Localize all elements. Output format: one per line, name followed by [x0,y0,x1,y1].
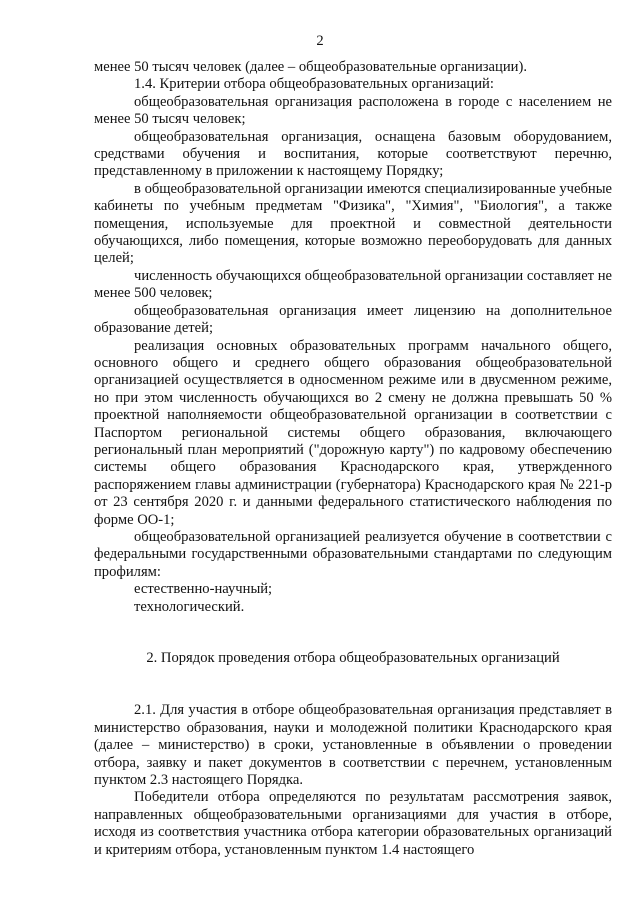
paragraph-criterion-equipment: общеобразовательная организация, оснащена базовым оборудованием, средствами обучения и воспитания, которые соответствуют перечню, представленному в приложении к настоящему Порядку; [94,128,612,180]
paragraph-profile-tech: технологический. [134,598,245,615]
paragraph-winners: Победители отбора определяются по результатам рассмотрения заявок, направленных общеобразовательными организациями для участия в отборе, исходя из соответствия участника отбора категории образовательных организаций и критериям отбора, установленным пунктом 1.4 настоящего [94,789,612,858]
paragraph-criterion-classrooms: в общеобразовательной организации имеются специализированные учебные кабинеты по учебным предметам "Физика", "Химия", "Биология", а также помещения, используемые для проектной и совместной деятельности обучающихся, либо помещения, которые возможно переоборудовать для данных целей; [94,180,612,267]
paragraph-criterion-license: общеобразовательная организация имеет лицензию на дополнительное образование детей; [94,302,612,337]
page-number: 2 [316,33,324,49]
paragraph-participation: 2.1. Для участия в отборе общеобразовательная организация представляет в министерство образования, науки и молодежной политики Краснодарского края (далее – министерство) в сроки, установленные в объявлении о проведении отбора, заявку и пакет документов в соответствии с перечнем, установленным пунктом 2.3 настоящего Порядка. [94,702,612,789]
paragraph-criterion-city: общеобразовательная организация расположена в городе с населением не менее 50 тысяч человек; [94,93,612,128]
section-heading: 2. Порядок проведения отбора общеобразовательных организаций [146,650,560,666]
paragraph-criterion-students: численность обучающихся общеобразовательной организации составляет не менее 500 человек; [94,267,612,302]
paragraph-criterion-shifts: реализация основных образовательных программ начального общего, основного общего и среднего общего образования общеобразовательной организацией осуществляется в односменном режиме или в двусменном режиме, но при этом численность обучающихся во 2 смену не должна превышать 50 % проектной наполняемости общеобразовательной организации в соответствии с Паспортом региональной системы общего образования, включающего региональный план мероприятий ("дорожную карту") по кадровому обеспечению системы общего образования Краснодарского края, утвержденного распоряжением главы администрации (губернатора) Краснодарского края № 221-р от 23 сентября 2020 г. и данными федерального статистического наблюдения по форме ОО-1; [94,337,612,528]
paragraph-criteria-intro: 1.4. Критерии отбора общеобразовательных организаций: [134,76,494,93]
paragraph-profile-science: естественно-научный; [134,581,273,598]
paragraph-continuation: менее 50 тысяч человек (далее – общеобразовательные организации). [94,59,527,75]
paragraph-criterion-standards: общеобразовательной организацией реализуется обучение в соответствии с федеральными государственными образовательными стандартами по следующим профилям: [94,528,612,580]
document-body [94,59,612,859]
